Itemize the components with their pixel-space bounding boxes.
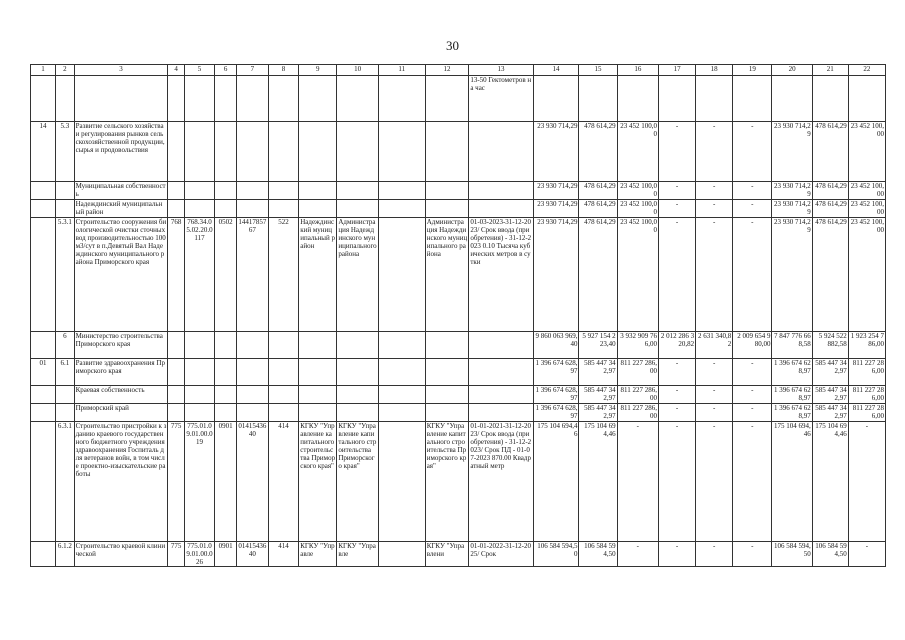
table-cell: Приморский край — [74, 404, 168, 422]
table-cell — [56, 386, 75, 404]
table-cell — [56, 200, 75, 218]
table-cell: 414 — [268, 422, 299, 542]
table-cell: 106 584 594,50 — [772, 542, 812, 567]
table-cell: 0141543640 — [237, 542, 269, 567]
table-cell: 2 012 286 320,82 — [659, 332, 696, 359]
table-cell — [469, 359, 533, 386]
table-cell: - — [696, 359, 733, 386]
table-cell — [299, 332, 337, 359]
table-cell — [74, 76, 168, 122]
header-cell: 10 — [337, 65, 378, 76]
table-cell: 811 227 286,00 — [617, 359, 658, 386]
table-cell — [31, 332, 56, 359]
table-cell — [31, 386, 56, 404]
table-cell — [469, 122, 533, 182]
table-cell: 23 930 714,29 — [772, 218, 812, 332]
table-cell — [184, 404, 215, 422]
table-cell: 775 — [168, 542, 184, 567]
table-cell: 13-50 Гектометров на час — [469, 76, 533, 122]
table-cell: 175 104 694,46 — [772, 422, 812, 542]
table-cell: 522 — [268, 218, 299, 332]
table-cell: 1 923 254 786,00 — [848, 332, 885, 359]
table-row — [31, 122, 886, 182]
table-cell: 23 452 100,00 — [848, 200, 885, 218]
table-cell: 414 — [268, 542, 299, 567]
table-cell — [168, 182, 184, 200]
table-cell — [184, 122, 215, 182]
table-cell — [184, 386, 215, 404]
table-cell: 5.3 — [56, 122, 75, 182]
table-cell: 585 447 342,97 — [579, 359, 617, 386]
header-cell: 8 — [268, 65, 299, 76]
table-cell — [469, 182, 533, 200]
table-cell: 1 396 674 628,97 — [533, 404, 579, 422]
table-cell: - — [659, 218, 696, 332]
table-cell — [168, 200, 184, 218]
table-cell — [237, 386, 269, 404]
table-cell: - — [733, 200, 772, 218]
table-cell: Развитие сельского хозяйства и регулирования рынков сельскохозяйственной продукции, сырья и продовольствия — [74, 122, 168, 182]
table-cell: 5 924 522 882,58 — [812, 332, 848, 359]
table-cell — [168, 359, 184, 386]
table-cell: 478 614,29 — [812, 182, 848, 200]
table-cell — [425, 76, 469, 122]
table-cell: 175 104 694,46 — [533, 422, 579, 542]
table-cell: 175 104 694,46 — [812, 422, 848, 542]
table-cell — [184, 182, 215, 200]
table-cell — [215, 182, 237, 200]
table-cell — [378, 422, 425, 542]
table-cell: 23 452 100,00 — [848, 218, 885, 332]
table-cell — [215, 200, 237, 218]
table-cell: 478 614,29 — [579, 200, 617, 218]
table-cell — [696, 76, 733, 122]
table-cell: Надеждинский муниципальный район — [74, 200, 168, 218]
table-cell — [184, 200, 215, 218]
table-cell: Муниципальная собственность — [74, 182, 168, 200]
table-cell: - — [848, 422, 885, 542]
table-cell — [237, 359, 269, 386]
table-cell — [533, 76, 579, 122]
table-cell — [337, 76, 378, 122]
table-cell — [425, 200, 469, 218]
header-cell: 3 — [74, 65, 168, 76]
header-cell: 12 — [425, 65, 469, 76]
table-cell: - — [659, 422, 696, 542]
header-cell: 1 — [31, 65, 56, 76]
table-cell: КГКУ "Управление капитального строительства Приморского края" — [337, 422, 378, 542]
table-cell — [425, 182, 469, 200]
table-cell: 478 614,29 — [812, 200, 848, 218]
table-row — [31, 332, 886, 359]
table-cell: 768.34.05.02.20.0117 — [184, 218, 215, 332]
table-cell — [184, 76, 215, 122]
table-cell — [299, 359, 337, 386]
table-cell — [31, 422, 56, 542]
table-row — [31, 218, 886, 332]
table-cell: 0901 — [215, 422, 237, 542]
table-cell: 23 930 714,29 — [772, 122, 812, 182]
table-cell: 23 930 714,29 — [533, 218, 579, 332]
table-cell: - — [617, 542, 658, 567]
table-row — [31, 200, 886, 218]
table-cell — [378, 122, 425, 182]
header-cell: 19 — [733, 65, 772, 76]
table-cell: 2 009 654 980,00 — [733, 332, 772, 359]
table-cell — [425, 359, 469, 386]
table-cell: Развитие здравоохранения Приморского края — [74, 359, 168, 386]
table-cell: 6 — [56, 332, 75, 359]
header-row — [31, 65, 886, 76]
table-cell: КГКУ "Управление капитального строительства Приморского края" — [425, 422, 469, 542]
table-cell — [237, 200, 269, 218]
table-cell: 23 452 100,00 — [617, 218, 658, 332]
header-cell: 2 — [56, 65, 75, 76]
table-row — [31, 182, 886, 200]
table-cell: 478 614,29 — [812, 218, 848, 332]
table-cell — [337, 122, 378, 182]
table-cell: 01 — [31, 359, 56, 386]
table-cell — [168, 386, 184, 404]
table-cell — [337, 200, 378, 218]
header-cell: 21 — [812, 65, 848, 76]
table-cell — [168, 122, 184, 182]
table-cell — [268, 404, 299, 422]
table-cell: - — [733, 422, 772, 542]
table-cell: - — [696, 200, 733, 218]
table-cell: 1441785767 — [237, 218, 269, 332]
table-cell — [378, 76, 425, 122]
table-cell: 23 930 714,29 — [772, 182, 812, 200]
header-cell: 9 — [299, 65, 337, 76]
table-cell: - — [659, 404, 696, 422]
table-cell — [56, 182, 75, 200]
table-cell: - — [848, 542, 885, 567]
table-cell — [378, 332, 425, 359]
table-cell — [469, 404, 533, 422]
table-row — [31, 359, 886, 386]
table-cell — [579, 76, 617, 122]
table-cell — [617, 76, 658, 122]
header-cell: 16 — [617, 65, 658, 76]
header-cell: 18 — [696, 65, 733, 76]
table-cell — [378, 404, 425, 422]
table-cell — [425, 404, 469, 422]
table-cell — [848, 76, 885, 122]
table-cell: 478 614,29 — [812, 122, 848, 182]
table-cell: 6.3.1 — [56, 422, 75, 542]
table-cell — [184, 359, 215, 386]
table-cell — [31, 200, 56, 218]
table-cell: - — [659, 386, 696, 404]
table-cell — [168, 332, 184, 359]
table-cell: 1 396 674 628,97 — [772, 404, 812, 422]
table-cell — [378, 200, 425, 218]
table-cell — [56, 76, 75, 122]
table-cell: 811 227 286,00 — [848, 386, 885, 404]
table-cell: - — [696, 122, 733, 182]
table-cell: 01-03-2023-31-12-2023/ Срок ввода (приобретения) - 31-12-2023 0.10 Тысяча кубических метров в сутки — [469, 218, 533, 332]
table-cell: 478 614,29 — [579, 122, 617, 182]
table-cell: 106 584 594,50 — [812, 542, 848, 567]
header-cell: 6 — [215, 65, 237, 76]
table-cell: Администрация Надеждинского муниципального района — [337, 218, 378, 332]
table-cell — [299, 122, 337, 182]
table-cell — [268, 359, 299, 386]
table-cell — [469, 200, 533, 218]
page-number: 30 — [446, 38, 459, 53]
table-cell: - — [696, 422, 733, 542]
table-cell: - — [617, 422, 658, 542]
table-cell: 01-01-2021-31-12-2023/ Срок ввода (приобретения) - 31-12-2023/ Срок ПД - 01-07-2023 870.00 Квадратный метр — [469, 422, 533, 542]
table-cell: 585 447 342,97 — [812, 404, 848, 422]
table-cell — [337, 359, 378, 386]
table-cell — [337, 182, 378, 200]
table-cell: 1 396 674 628,97 — [533, 386, 579, 404]
table-row — [31, 386, 886, 404]
table-row — [31, 404, 886, 422]
table-cell — [378, 359, 425, 386]
table-cell: 585 447 342,97 — [579, 404, 617, 422]
table-cell — [378, 542, 425, 567]
table-cell: 1 396 674 628,97 — [772, 386, 812, 404]
table-cell — [268, 386, 299, 404]
table-cell: КГКУ "Управле — [299, 542, 337, 567]
table-cell: 5 927 154 223,40 — [579, 332, 617, 359]
table-cell: - — [733, 359, 772, 386]
table-cell — [378, 386, 425, 404]
table-cell: 23 452 100,00 — [617, 182, 658, 200]
table-cell: - — [659, 542, 696, 567]
table-cell: 478 614,29 — [579, 218, 617, 332]
table-cell: - — [696, 404, 733, 422]
table-cell — [299, 200, 337, 218]
table-cell — [268, 200, 299, 218]
table-cell: - — [659, 359, 696, 386]
table-cell: КГКУ "Управле — [337, 542, 378, 567]
table-cell — [215, 386, 237, 404]
table-cell: 0502 — [215, 218, 237, 332]
table-cell — [31, 182, 56, 200]
table-cell — [337, 404, 378, 422]
table-cell: - — [733, 542, 772, 567]
table-cell: 23 930 714,29 — [533, 182, 579, 200]
table-cell: - — [733, 122, 772, 182]
header-cell: 7 — [237, 65, 269, 76]
table-cell: 811 227 286,00 — [617, 404, 658, 422]
table-cell: - — [733, 182, 772, 200]
table-cell — [425, 386, 469, 404]
table-cell — [337, 386, 378, 404]
table-cell: - — [696, 542, 733, 567]
table-cell — [237, 122, 269, 182]
table-cell: 01-01-2022-31-12-2025/ Срок — [469, 542, 533, 567]
table-cell: 5.3.1 — [56, 218, 75, 332]
table-cell: 585 447 342,97 — [579, 386, 617, 404]
table-cell: Краевая собственность — [74, 386, 168, 404]
table-cell — [215, 76, 237, 122]
table-cell: 1 396 674 628,97 — [772, 359, 812, 386]
table-cell — [378, 218, 425, 332]
table-cell: 811 227 286,00 — [848, 359, 885, 386]
table-cell — [659, 76, 696, 122]
table-cell — [425, 332, 469, 359]
table-cell: 775.01.09.01.00.019 — [184, 422, 215, 542]
table-cell: 775 — [168, 422, 184, 542]
table-cell — [31, 218, 56, 332]
table-cell: 9 860 063 969,40 — [533, 332, 579, 359]
table-cell: - — [659, 122, 696, 182]
table-cell — [299, 182, 337, 200]
table-cell: 23 930 714,29 — [533, 200, 579, 218]
table-cell: 811 227 286,00 — [848, 404, 885, 422]
table-cell: 175 104 694,46 — [579, 422, 617, 542]
table-cell: 7 847 776 668,58 — [772, 332, 812, 359]
table-cell: 585 447 342,97 — [812, 386, 848, 404]
table-cell: 775.01.09.01.00.026 — [184, 542, 215, 567]
header-cell: 14 — [533, 65, 579, 76]
table-cell — [268, 182, 299, 200]
table-cell: КГКУ "Управлени — [425, 542, 469, 567]
table-cell: - — [696, 182, 733, 200]
table-cell: КГКУ "Управление капитального строительства Приморского края" — [299, 422, 337, 542]
budget-table — [30, 64, 886, 567]
table-cell: - — [733, 386, 772, 404]
table-cell: 6.1 — [56, 359, 75, 386]
header-cell: 5 — [184, 65, 215, 76]
table-row — [31, 422, 886, 542]
table-cell: 23 452 100,00 — [848, 122, 885, 182]
table-cell — [337, 332, 378, 359]
table-cell: - — [733, 218, 772, 332]
table-cell: - — [696, 386, 733, 404]
table-cell: 106 584 594,50 — [579, 542, 617, 567]
table-cell — [237, 76, 269, 122]
table-cell: 478 614,29 — [579, 182, 617, 200]
header-cell: 17 — [659, 65, 696, 76]
table-cell: Администрация Надеждинского муниципального района — [425, 218, 469, 332]
table-cell: 585 447 342,97 — [812, 359, 848, 386]
table-cell — [469, 386, 533, 404]
table-cell — [237, 182, 269, 200]
table-cell — [299, 76, 337, 122]
header-cell: 15 — [579, 65, 617, 76]
table-cell: 23 930 714,29 — [533, 122, 579, 182]
table-cell: - — [696, 218, 733, 332]
table-cell: 2 631 340,82 — [696, 332, 733, 359]
table-cell: 23 452 100,00 — [848, 182, 885, 200]
table-cell — [733, 76, 772, 122]
table-cell: - — [659, 182, 696, 200]
table-cell — [56, 404, 75, 422]
table-cell: Строительство краевой клинической — [74, 542, 168, 567]
table-cell: 23 452 100,00 — [617, 200, 658, 218]
table-cell — [168, 76, 184, 122]
table-cell — [772, 76, 812, 122]
table-cell — [168, 404, 184, 422]
table-cell: 6.1.2 — [56, 542, 75, 567]
table-cell: 0141543640 — [237, 422, 269, 542]
table-cell — [237, 404, 269, 422]
table-cell — [378, 182, 425, 200]
header-cell: 22 — [848, 65, 885, 76]
table-cell: 23 930 714,29 — [772, 200, 812, 218]
header-cell: 20 — [772, 65, 812, 76]
table-cell — [469, 332, 533, 359]
table-cell — [215, 359, 237, 386]
table-cell — [268, 122, 299, 182]
table-cell — [268, 76, 299, 122]
header-cell: 13 — [469, 65, 533, 76]
table-cell — [184, 332, 215, 359]
table-cell: 811 227 286,00 — [617, 386, 658, 404]
table-row — [31, 542, 886, 567]
table-cell: Строительство сооружения биологической очистки сточных вод производительностью 100 м3/сут в п.Девятый Вал Надеждинского муниципального района Приморского края — [74, 218, 168, 332]
table-cell: 1 396 674 628,97 — [533, 359, 579, 386]
table-cell: 14 — [31, 122, 56, 182]
table-row — [31, 76, 886, 122]
table-cell: 0901 — [215, 542, 237, 567]
table-cell: 3 932 909 766,00 — [617, 332, 658, 359]
table-cell — [215, 332, 237, 359]
table-cell — [299, 404, 337, 422]
table-cell — [31, 76, 56, 122]
table-cell: 23 452 100,00 — [617, 122, 658, 182]
table-cell: 106 584 594,50 — [533, 542, 579, 567]
table-cell: Строительство пристройки к зданию краевого государственного бюджетного учреждения здравоохранения Госпиталь для ветеранов войн, в том числе проектно-изыскательские работы — [74, 422, 168, 542]
table-cell: - — [733, 404, 772, 422]
header-cell: 11 — [378, 65, 425, 76]
table-cell: Надеждинский муниципальный район — [299, 218, 337, 332]
table-cell — [425, 122, 469, 182]
table-cell — [215, 122, 237, 182]
table-cell — [31, 404, 56, 422]
table-cell: - — [659, 200, 696, 218]
table-cell: 768 — [168, 218, 184, 332]
table-cell — [268, 332, 299, 359]
header-cell: 4 — [168, 65, 184, 76]
table-cell — [299, 386, 337, 404]
table-cell — [237, 332, 269, 359]
table-cell — [812, 76, 848, 122]
table-cell — [31, 542, 56, 567]
table-cell — [215, 404, 237, 422]
table-cell: Министерство строительства Приморского края — [74, 332, 168, 359]
